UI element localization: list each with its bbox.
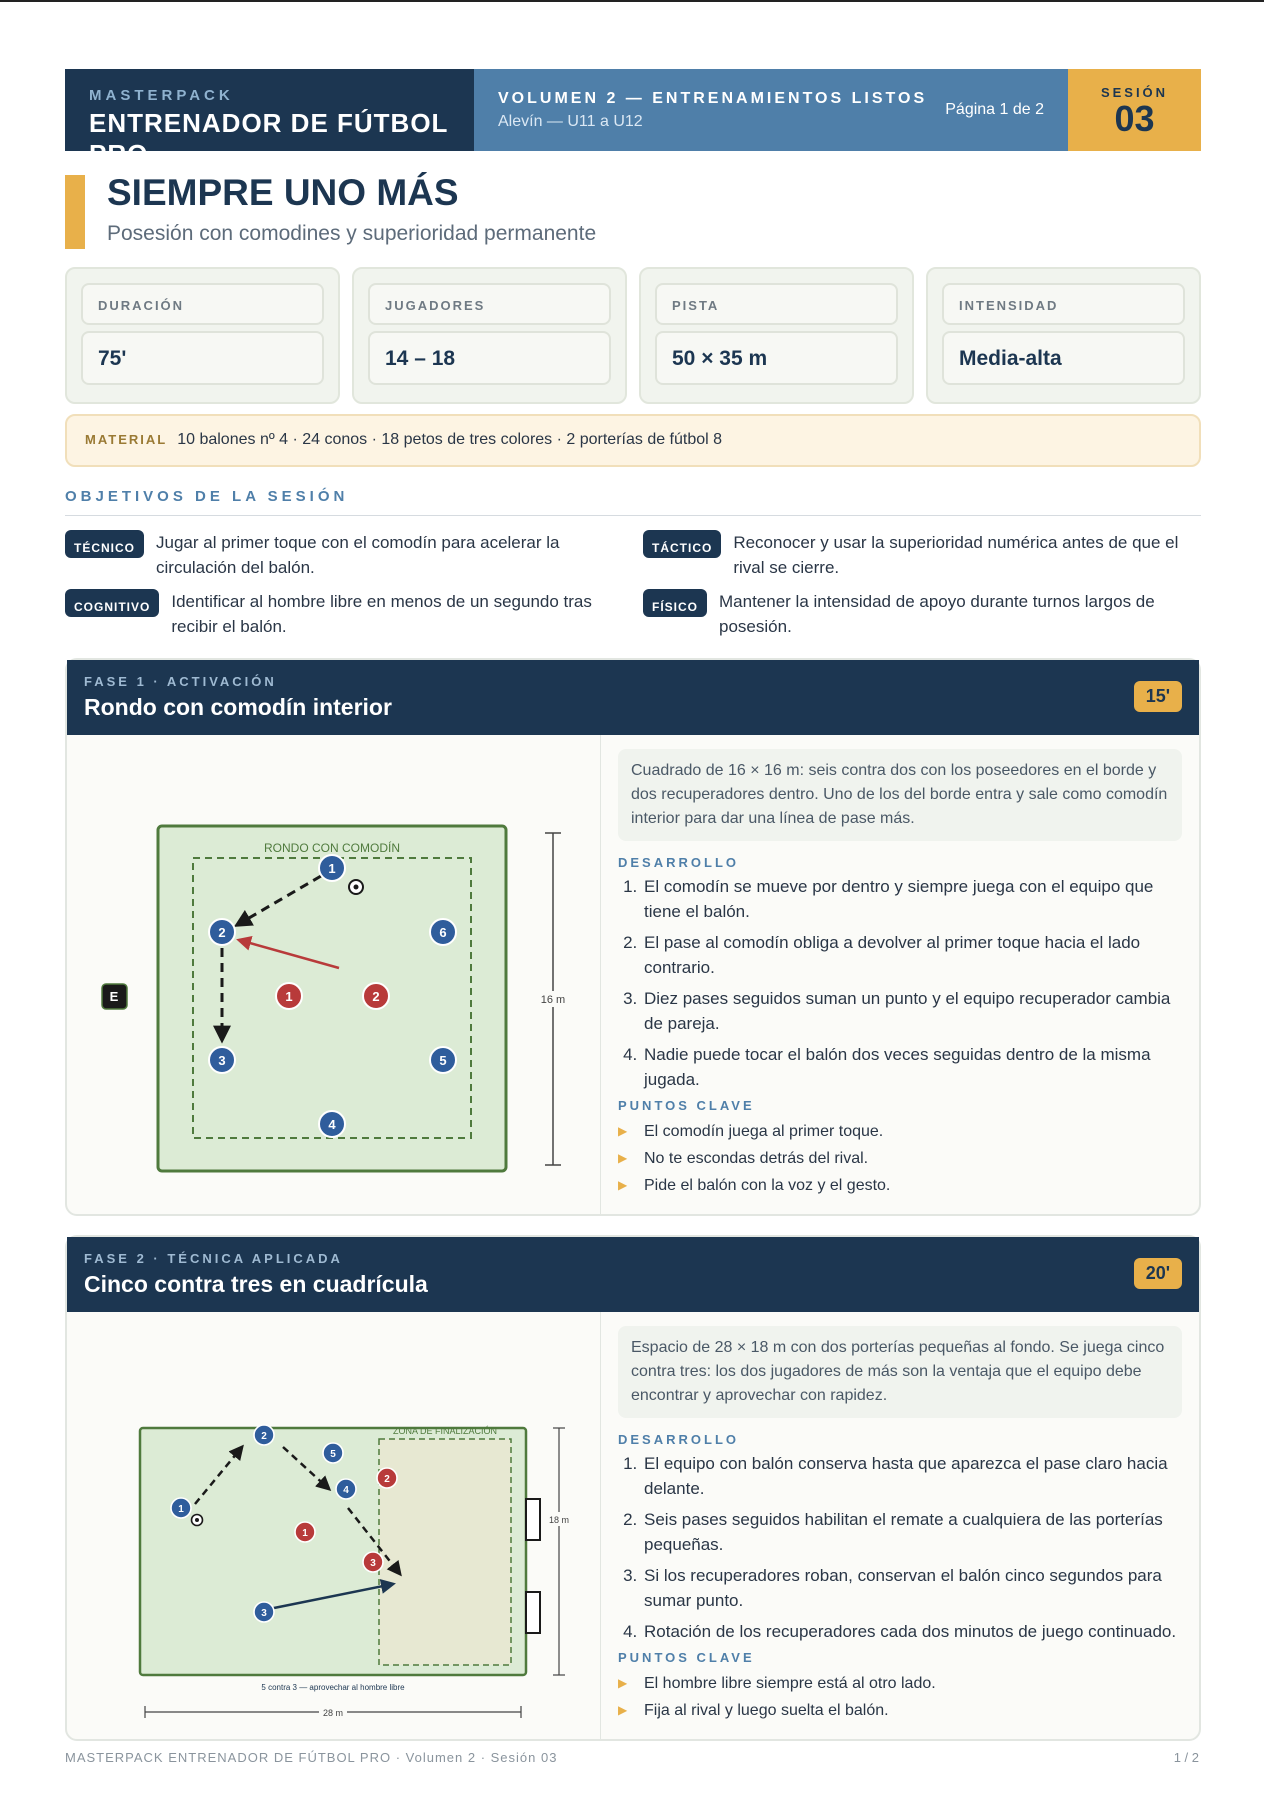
material-label: MATERIAL bbox=[85, 432, 168, 447]
player-red-1 bbox=[295, 1522, 315, 1542]
development-step: 1. El equipo con balón conserva hasta que aparezca el pase claro hacia delante. bbox=[642, 1451, 1182, 1501]
svg-text:5: 5 bbox=[330, 1449, 336, 1460]
player-red-3 bbox=[363, 1552, 383, 1572]
svg-text:5: 5 bbox=[439, 1053, 447, 1068]
svg-text:1: 1 bbox=[178, 1504, 184, 1515]
svg-text:1: 1 bbox=[302, 1528, 308, 1539]
phase-2-text bbox=[618, 1326, 1182, 1724]
header-brand: ENTRENADOR DE FÚTBOL PRO bbox=[89, 108, 448, 169]
objective-tactical bbox=[643, 530, 1203, 580]
player-red-2 bbox=[377, 1468, 397, 1488]
stat-label: PISTA bbox=[655, 283, 898, 325]
player-blue-2 bbox=[254, 1425, 274, 1445]
page-title: SIEMPRE UNO MÁS bbox=[107, 172, 459, 213]
player-blue-6 bbox=[430, 919, 456, 945]
key-point bbox=[618, 1697, 1182, 1724]
objective-physical bbox=[643, 589, 1203, 639]
objective-text: Identificar al hombre libre en menos de un segundo tras recibir el balón. bbox=[171, 592, 592, 636]
svg-text:2: 2 bbox=[218, 925, 226, 940]
key-point bbox=[618, 1145, 1182, 1172]
triangle-bullet-icon: ▶ bbox=[618, 1703, 628, 1717]
objective-tag: COGNITIVO bbox=[65, 589, 159, 617]
objective-tag: TÉCNICO bbox=[65, 530, 144, 558]
coach-marker bbox=[102, 984, 127, 1009]
title-accent-bar bbox=[65, 175, 85, 249]
stat-players bbox=[352, 267, 627, 404]
triangle-bullet-icon: ▶ bbox=[618, 1124, 628, 1138]
phase-body bbox=[67, 735, 1199, 1216]
key-points-title: PUNTOS CLAVE bbox=[618, 1098, 755, 1113]
footer-left: MASTERPACK ENTRENADOR DE FÚTBOL PRO · Volumen 2 · Sesión 03 bbox=[65, 1750, 558, 1765]
player-blue-1 bbox=[319, 855, 345, 881]
objective-text: Reconocer y usar la superioridad numérica antes de que el rival se cierre. bbox=[733, 533, 1179, 577]
objective-text: Mantener la intensidad de apoyo durante turnos largos de posesión. bbox=[719, 592, 1155, 636]
rondo-diagram bbox=[67, 735, 600, 1216]
development-step: 3. Diez pases seguidos suman un punto y el equipo recuperador cambia de pareja. bbox=[642, 986, 1182, 1036]
ball-icon-dot bbox=[354, 885, 359, 890]
objectives-title: OBJETIVOS DE LA SESIÓN bbox=[65, 488, 349, 505]
goal-icon bbox=[526, 1499, 540, 1540]
player-blue-4 bbox=[319, 1111, 345, 1137]
svg-text:2: 2 bbox=[372, 989, 380, 1004]
rondo-label: RONDO CON COMODÍN bbox=[264, 841, 400, 855]
svg-text:3: 3 bbox=[370, 1558, 376, 1569]
stats-row bbox=[65, 267, 1201, 404]
stat-label: JUGADORES bbox=[368, 283, 611, 325]
phase-1-text bbox=[618, 749, 1182, 1199]
player-blue-2 bbox=[209, 919, 235, 945]
diagram-caption: 5 contra 3 — aprovechar al hombre libre bbox=[261, 1683, 405, 1692]
header-kicker: MASTERPACK bbox=[89, 87, 234, 104]
material-box bbox=[65, 414, 1201, 467]
player-blue-3 bbox=[209, 1047, 235, 1073]
player-blue-5 bbox=[323, 1443, 343, 1463]
player-blue-1 bbox=[171, 1498, 191, 1518]
svg-text:2: 2 bbox=[261, 1431, 267, 1442]
objective-tag: TÁCTICO bbox=[643, 530, 721, 558]
goal-icon bbox=[526, 1592, 540, 1633]
key-point-text: Pide el balón con la voz y el gesto. bbox=[644, 1177, 891, 1194]
stat-value: 14 – 18 bbox=[368, 331, 611, 385]
phase-description: Espacio de 28 × 18 m con dos porterías pequeñas al fondo. Se juega cinco contra tres: los dos jugadores de más son la ventaja que el equipo debe encontrar y aprovechar con rapidez. bbox=[618, 1326, 1182, 1418]
triangle-bullet-icon: ▶ bbox=[618, 1178, 628, 1192]
svg-text:2: 2 bbox=[384, 1474, 390, 1485]
dimension-label-height: 18 m bbox=[548, 1515, 570, 1525]
session-number: 03 bbox=[1114, 98, 1155, 139]
player-blue-3 bbox=[254, 1602, 274, 1622]
development-step: 4. Rotación de los recuperadores cada dos minutos de juego continuado. bbox=[642, 1619, 1182, 1644]
development-steps bbox=[618, 874, 1182, 1092]
stat-duration bbox=[65, 267, 340, 404]
player-red-2 bbox=[363, 983, 389, 1009]
triangle-bullet-icon: ▶ bbox=[618, 1151, 628, 1165]
svg-text:3: 3 bbox=[218, 1053, 226, 1068]
stat-intensity bbox=[926, 267, 1201, 404]
footer-page-number: 1 / 2 bbox=[1173, 1750, 1199, 1765]
key-points-title: PUNTOS CLAVE bbox=[618, 1650, 755, 1665]
development-steps bbox=[618, 1451, 1182, 1644]
key-point-text: El hombre libre siempre está al otro lado. bbox=[644, 1675, 936, 1692]
finishing-zone bbox=[379, 1439, 511, 1665]
key-point bbox=[618, 1172, 1182, 1199]
phase-duration-badge: 20' bbox=[1134, 1258, 1182, 1289]
phase-divider bbox=[600, 1312, 601, 1741]
stat-value: Media-alta bbox=[942, 331, 1185, 385]
phase-duration-badge: 15' bbox=[1134, 681, 1182, 712]
finishing-zone-label: ZONA DE FINALIZACIÓN bbox=[392, 1426, 498, 1436]
svg-text:4: 4 bbox=[343, 1485, 349, 1496]
key-point bbox=[618, 1670, 1182, 1697]
development-title: DESARROLLO bbox=[618, 1432, 739, 1447]
stat-pitch bbox=[639, 267, 914, 404]
header-volume-block bbox=[474, 69, 1068, 151]
player-blue-4 bbox=[336, 1479, 356, 1499]
dimension-label: 16 m bbox=[540, 994, 566, 1006]
svg-text:1: 1 bbox=[285, 989, 293, 1004]
phase-1-card bbox=[65, 658, 1201, 1216]
phase-description: Cuadrado de 16 × 16 m: seis contra dos con los poseedores en el borde y dos recuperadores dentro. Uno de los del borde entra y sale como comodín interior para dar una línea de pase más. bbox=[618, 749, 1182, 841]
key-points bbox=[618, 1670, 1182, 1724]
phase-header bbox=[67, 1237, 1199, 1312]
objective-text: Jugar al primer toque con el comodín para acelerar la circulación del balón. bbox=[156, 533, 560, 577]
svg-text:3: 3 bbox=[261, 1608, 267, 1619]
development-step: 3. Si los recuperadores roban, conservan el balón cinco segundos para sumar punto. bbox=[642, 1563, 1182, 1613]
phase-body bbox=[67, 1312, 1199, 1741]
development-step: 4. Nadie puede tocar el balón dos veces seguidas dentro de la misma jugada. bbox=[642, 1042, 1182, 1092]
stat-value: 50 × 35 m bbox=[655, 331, 898, 385]
svg-text:1: 1 bbox=[328, 861, 336, 876]
stat-label: INTENSIDAD bbox=[942, 283, 1185, 325]
objective-cognitive bbox=[65, 589, 625, 639]
ball-icon-dot bbox=[195, 1518, 199, 1522]
phase-divider bbox=[600, 735, 601, 1216]
objectives-divider bbox=[65, 515, 1201, 516]
phase-header bbox=[67, 660, 1199, 735]
svg-text:E: E bbox=[109, 989, 119, 1004]
material-text: 10 balones nº 4 · 24 conos · 18 petos de tres colores · 2 porterías de fútbol 8 bbox=[177, 431, 723, 448]
player-red-1 bbox=[276, 983, 302, 1009]
header-category: Alevín — U11 a U12 bbox=[498, 112, 643, 130]
dimension-label-width: 28 m bbox=[322, 1708, 344, 1718]
session-badge bbox=[1068, 69, 1201, 151]
session-label: SESIÓN bbox=[1100, 85, 1169, 100]
svg-text:4: 4 bbox=[328, 1117, 336, 1132]
phase-1-diagram bbox=[67, 735, 600, 1216]
stat-label: DURACIÓN bbox=[81, 283, 324, 325]
key-point-text: No te escondas detrás del rival. bbox=[644, 1150, 869, 1167]
key-point bbox=[618, 1118, 1182, 1145]
key-points bbox=[618, 1118, 1182, 1199]
phase-kicker: FASE 2 · TÉCNICA APLICADA bbox=[84, 1251, 343, 1266]
stat-value: 75' bbox=[81, 331, 324, 385]
page-subtitle: Posesión con comodines y superioridad permanente bbox=[107, 222, 597, 245]
triangle-bullet-icon: ▶ bbox=[618, 1676, 628, 1690]
header-page: Página 1 de 2 bbox=[945, 101, 1044, 118]
development-title: DESARROLLO bbox=[618, 855, 739, 870]
phase-2-diagram bbox=[67, 1312, 600, 1741]
header-volume: VOLUMEN 2 — ENTRENAMIENTOS LISTOS bbox=[498, 89, 928, 107]
phase-name: Cinco contra tres en cuadrícula bbox=[84, 1271, 428, 1297]
phase-name: Rondo con comodín interior bbox=[84, 694, 392, 720]
development-step: 2. El pase al comodín obliga a devolver al primer toque hacia el lado contrario. bbox=[642, 930, 1182, 980]
svg-text:6: 6 bbox=[439, 925, 447, 940]
top-rule bbox=[0, 0, 1264, 2]
objective-technical bbox=[65, 530, 605, 580]
development-step: 1. El comodín se mueve por dentro y siempre juega con el equipo que tiene el balón. bbox=[642, 874, 1182, 924]
player-blue-5 bbox=[430, 1047, 456, 1073]
objective-tag: FÍSICO bbox=[643, 589, 707, 617]
header-brand-block bbox=[65, 69, 474, 169]
development-step: 2. Seis pases seguidos habilitan el remate a cualquiera de las porterías pequeñas. bbox=[642, 1507, 1182, 1557]
key-point-text: Fija al rival y luego suelta el balón. bbox=[644, 1702, 889, 1719]
phase-kicker: FASE 1 · ACTIVACIÓN bbox=[84, 674, 277, 689]
document-header bbox=[65, 69, 1201, 169]
grid-diagram bbox=[67, 1312, 600, 1741]
phase-2-card bbox=[65, 1235, 1201, 1741]
key-point-text: El comodín juega al primer toque. bbox=[644, 1123, 884, 1140]
